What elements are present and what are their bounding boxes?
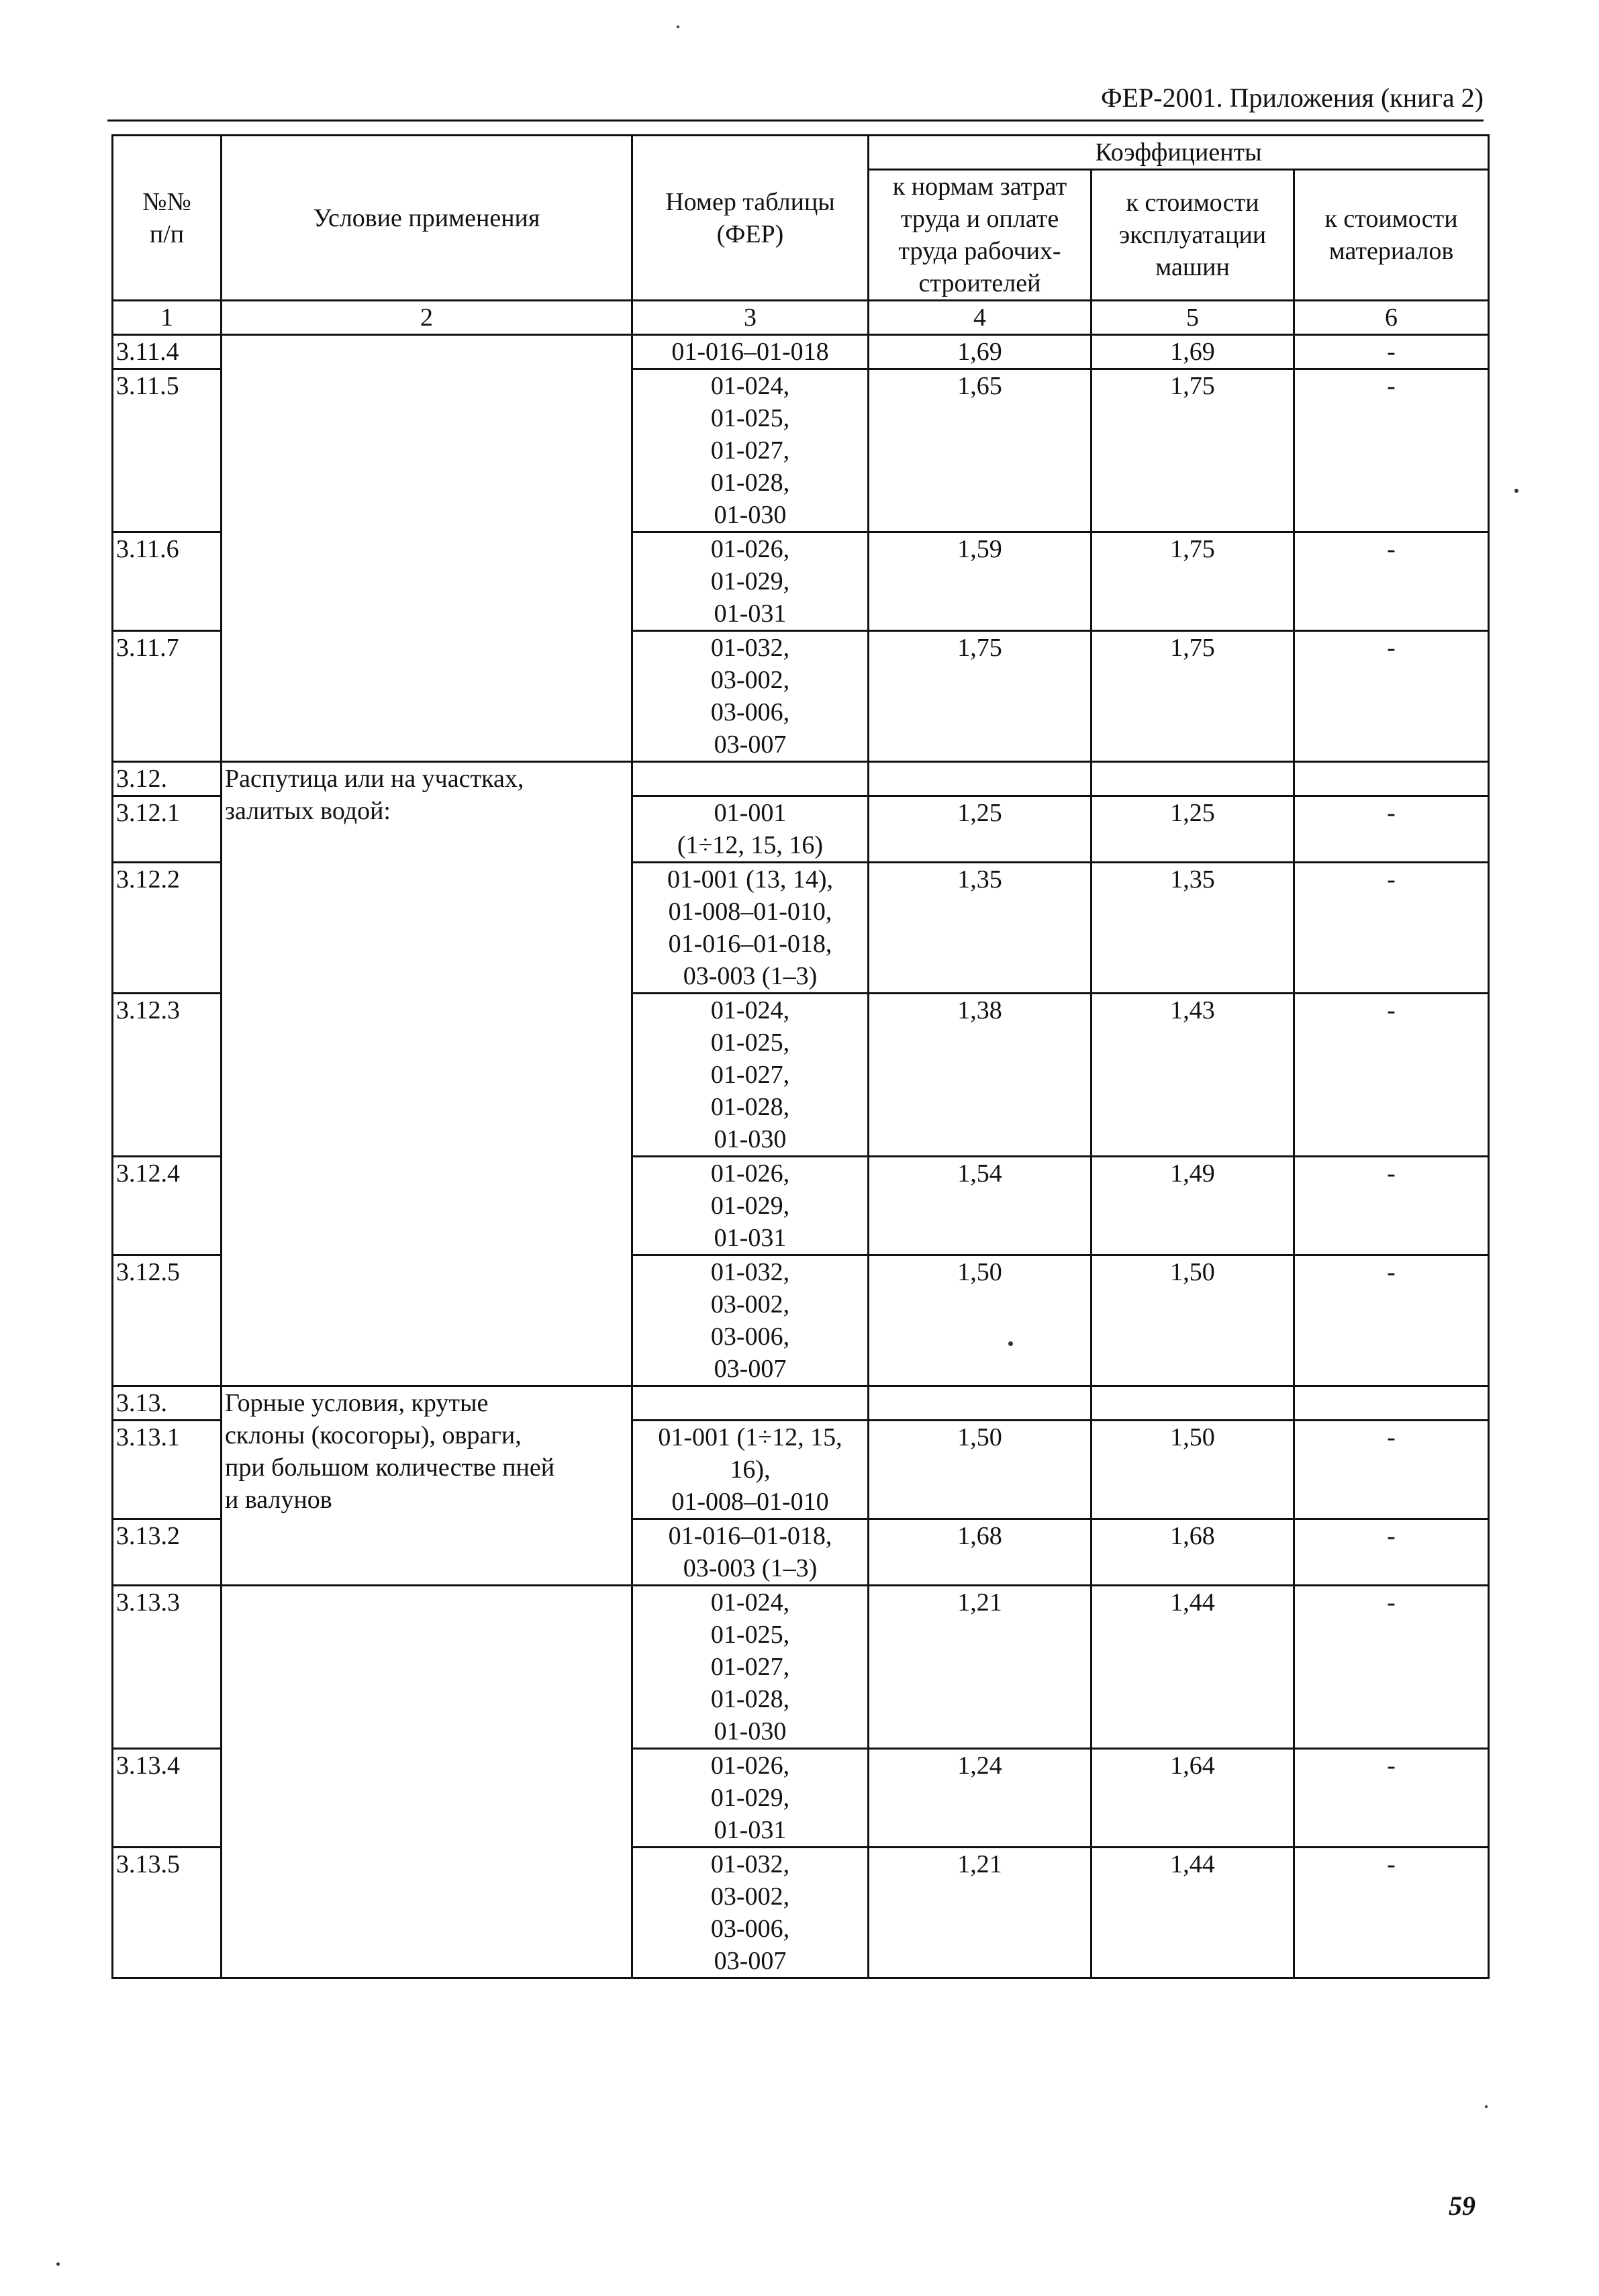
k-labor-value xyxy=(869,1421,1092,1519)
k-labor-value-text: 1,65 xyxy=(957,372,1002,400)
k-labor-value xyxy=(869,1255,1092,1386)
k-machines-value xyxy=(1092,1749,1294,1848)
k-machines-value xyxy=(1092,1519,1294,1586)
k-materials-cell xyxy=(1294,762,1489,796)
k-materials-cell xyxy=(1294,1386,1489,1421)
k-materials-value-text: - xyxy=(1387,1522,1396,1550)
table-number-cell xyxy=(632,1386,869,1421)
k-labor-value-text: 1,68 xyxy=(957,1522,1002,1550)
k-machines-value xyxy=(1092,863,1294,994)
table-body xyxy=(113,301,1489,1978)
row-number xyxy=(113,1255,222,1386)
group-condition-text: Горные условия, крутые склоны (косогоры), овраги, при большом количестве пней и валунов xyxy=(225,1389,555,1514)
header-k-machines: к стоимости эксплуатации машин xyxy=(1092,170,1294,301)
row-number xyxy=(113,532,222,631)
k-labor-value xyxy=(869,1519,1092,1586)
table-number-text: 01-001 (1÷12, 15, 16), 01-008–01-010 xyxy=(658,1423,842,1516)
k-materials-value xyxy=(1294,1749,1489,1848)
k-materials-value xyxy=(1294,796,1489,863)
k-materials-value xyxy=(1294,1519,1489,1586)
row-number xyxy=(113,1519,222,1586)
k-materials-value-text: - xyxy=(1387,865,1396,894)
k-labor-value xyxy=(869,1848,1092,1978)
k-labor-value xyxy=(869,796,1092,863)
header-condition: Условие применения xyxy=(222,136,632,301)
k-materials-value-text: - xyxy=(1387,1423,1396,1451)
row-number-text: 3.13.3 xyxy=(116,1588,180,1617)
k-materials-value-text: - xyxy=(1387,1159,1396,1188)
k-machines-value xyxy=(1092,796,1294,863)
group-number-text: 3.13. xyxy=(116,1389,167,1417)
row-number-text: 3.12.4 xyxy=(116,1159,180,1188)
k-machines-value xyxy=(1092,1586,1294,1749)
scan-speck xyxy=(1514,489,1518,493)
k-labor-cell xyxy=(869,762,1092,796)
scan-speck xyxy=(56,2262,60,2266)
row-number-text: 3.12.1 xyxy=(116,799,180,827)
k-labor-value-text: 1,54 xyxy=(957,1159,1002,1188)
row-number xyxy=(113,1749,222,1848)
k-labor-value-text: 1,69 xyxy=(957,338,1002,366)
column-number: 1 xyxy=(113,301,222,335)
row-number xyxy=(113,631,222,762)
group-condition-text: Распутица или на участках, залитых водой: xyxy=(225,765,524,825)
row-number xyxy=(113,1157,222,1255)
table-number-text: 01-001 (1÷12, 15, 16) xyxy=(677,799,824,859)
scan-speck xyxy=(1008,1341,1013,1346)
table-number-text: 01-032, 03-002, 03-006, 03-007 xyxy=(710,1258,790,1383)
k-materials-value xyxy=(1294,1157,1489,1255)
k-labor-value-text: 1,50 xyxy=(957,1423,1002,1451)
table-number-text: 01-026, 01-029, 01-031 xyxy=(710,1159,790,1252)
k-materials-value-text: - xyxy=(1387,338,1396,366)
k-labor-value xyxy=(869,631,1092,762)
k-labor-value-text: 1,38 xyxy=(957,996,1002,1024)
group-condition xyxy=(222,1586,632,1978)
k-machines-cell xyxy=(1092,1386,1294,1421)
group-condition xyxy=(222,1386,632,1586)
scan-speck xyxy=(1485,2105,1488,2108)
table-number-text: 01-026, 01-029, 01-031 xyxy=(710,535,790,628)
k-labor-value xyxy=(869,335,1092,369)
row-number-text: 3.11.7 xyxy=(116,634,179,662)
k-machines-value xyxy=(1092,1157,1294,1255)
k-materials-value-text: - xyxy=(1387,799,1396,827)
k-labor-value xyxy=(869,532,1092,631)
group-number-text: 3.12. xyxy=(116,765,167,793)
k-materials-value xyxy=(1294,369,1489,532)
page-number: 59 xyxy=(1449,2191,1475,2221)
row-number-text: 3.13.5 xyxy=(116,1850,180,1878)
row-number xyxy=(113,1586,222,1749)
k-materials-value-text: - xyxy=(1387,1850,1396,1878)
table-number xyxy=(632,796,869,863)
table-number-text: 01-032, 03-002, 03-006, 03-007 xyxy=(710,1850,790,1975)
k-machines-value xyxy=(1092,335,1294,369)
table-number xyxy=(632,335,869,369)
k-machines-value-text: 1,69 xyxy=(1170,338,1215,366)
table-number-text: 01-016–01-018 xyxy=(671,338,829,366)
table-number-text: 01-024, 01-025, 01-027, 01-028, 01-030 xyxy=(710,996,790,1153)
table-number-cell xyxy=(632,762,869,796)
row-number-text: 3.13.4 xyxy=(116,1752,180,1780)
column-number: 6 xyxy=(1294,301,1489,335)
k-labor-cell xyxy=(869,1386,1092,1421)
header-num: №№ п/п xyxy=(113,136,222,301)
row-number xyxy=(113,796,222,863)
k-machines-value-text: 1,64 xyxy=(1170,1752,1215,1780)
k-machines-value-text: 1,44 xyxy=(1170,1850,1215,1878)
page-header-text: ФЕР-2001. Приложения (книга 2) xyxy=(1101,83,1484,113)
k-materials-value-text: - xyxy=(1387,372,1396,400)
row-number-text: 3.11.4 xyxy=(116,338,179,366)
k-labor-value-text: 1,24 xyxy=(957,1752,1002,1780)
column-number: 2 xyxy=(222,301,632,335)
k-materials-value xyxy=(1294,532,1489,631)
k-labor-value-text: 1,25 xyxy=(957,799,1002,827)
k-machines-value-text: 1,75 xyxy=(1170,634,1215,662)
table-number-text: 01-016–01-018, 03-003 (1–3) xyxy=(668,1522,832,1582)
k-machines-value xyxy=(1092,631,1294,762)
k-materials-value xyxy=(1294,335,1489,369)
table-number xyxy=(632,1157,869,1255)
group-number xyxy=(113,1386,222,1421)
k-labor-value xyxy=(869,1586,1092,1749)
k-machines-value xyxy=(1092,994,1294,1157)
row-number-text: 3.12.3 xyxy=(116,996,180,1024)
k-labor-value-text: 1,21 xyxy=(957,1588,1002,1617)
k-machines-value-text: 1,50 xyxy=(1170,1258,1215,1286)
k-labor-value xyxy=(869,1749,1092,1848)
k-machines-value-text: 1,50 xyxy=(1170,1423,1215,1451)
table-number xyxy=(632,863,869,994)
table-number xyxy=(632,369,869,532)
k-materials-value xyxy=(1294,631,1489,762)
row-number xyxy=(113,335,222,369)
k-materials-value-text: - xyxy=(1387,1258,1396,1286)
k-materials-value xyxy=(1294,994,1489,1157)
table-number-text: 01-001 (13, 14), 01-008–01-010, 01-016–01-018, 03-003 (1–3) xyxy=(667,865,833,990)
k-machines-cell xyxy=(1092,762,1294,796)
k-machines-value-text: 1,44 xyxy=(1170,1588,1215,1617)
table-number xyxy=(632,1421,869,1519)
table-row xyxy=(113,1586,1489,1749)
table-number xyxy=(632,994,869,1157)
scan-speck xyxy=(677,26,679,28)
k-labor-value-text: 1,50 xyxy=(957,1258,1002,1286)
k-machines-value xyxy=(1092,1848,1294,1978)
column-number: 5 xyxy=(1092,301,1294,335)
row-number-text: 3.12.2 xyxy=(116,865,180,894)
table-number xyxy=(632,1586,869,1749)
k-materials-value xyxy=(1294,1421,1489,1519)
k-labor-value-text: 1,59 xyxy=(957,535,1002,563)
k-machines-value-text: 1,49 xyxy=(1170,1159,1215,1188)
table-number-text: 01-024, 01-025, 01-027, 01-028, 01-030 xyxy=(710,372,790,529)
column-number-row xyxy=(113,301,1489,335)
header-k-materials: к стоимости материалов xyxy=(1294,170,1489,301)
k-materials-value-text: - xyxy=(1387,535,1396,563)
header-table-number: Номер таблицы (ФЕР) xyxy=(632,136,869,301)
k-machines-value-text: 1,25 xyxy=(1170,799,1215,827)
k-labor-value xyxy=(869,1157,1092,1255)
header-k-labor: к нормам затрат труда и оплате труда рабочих- строителей xyxy=(869,170,1092,301)
column-number: 4 xyxy=(869,301,1092,335)
table-number-text: 01-024, 01-025, 01-027, 01-028, 01-030 xyxy=(710,1588,790,1745)
row-number xyxy=(113,369,222,532)
page-header xyxy=(107,79,1484,122)
k-labor-value xyxy=(869,369,1092,532)
row-number-text: 3.12.5 xyxy=(116,1258,180,1286)
k-machines-value-text: 1,35 xyxy=(1170,865,1215,894)
k-machines-value xyxy=(1092,369,1294,532)
k-materials-value-text: - xyxy=(1387,996,1396,1024)
k-materials-value xyxy=(1294,863,1489,994)
row-number-text: 3.11.6 xyxy=(116,535,179,563)
row-number xyxy=(113,863,222,994)
k-materials-value xyxy=(1294,1255,1489,1386)
table-number xyxy=(632,1749,869,1848)
row-number xyxy=(113,1421,222,1519)
table-number xyxy=(632,1255,869,1386)
table-number xyxy=(632,1848,869,1978)
k-labor-value xyxy=(869,863,1092,994)
group-condition xyxy=(222,762,632,1386)
header-coefficients: Коэффициенты xyxy=(869,136,1489,170)
table-row xyxy=(113,335,1489,369)
row-number-text: 3.11.5 xyxy=(116,372,179,400)
table-number xyxy=(632,1519,869,1586)
row-number-text: 3.13.1 xyxy=(116,1423,180,1451)
k-machines-value-text: 1,75 xyxy=(1170,372,1215,400)
k-materials-value xyxy=(1294,1586,1489,1749)
column-number: 3 xyxy=(632,301,869,335)
k-machines-value-text: 1,75 xyxy=(1170,535,1215,563)
coefficients-table xyxy=(111,134,1490,1979)
table-number-text: 01-026, 01-029, 01-031 xyxy=(710,1752,790,1844)
k-materials-value-text: - xyxy=(1387,1588,1396,1617)
k-materials-value-text: - xyxy=(1387,634,1396,662)
group-header-row xyxy=(113,1386,1489,1421)
k-machines-value-text: 1,43 xyxy=(1170,996,1215,1024)
group-header-row xyxy=(113,762,1489,796)
k-machines-value xyxy=(1092,532,1294,631)
k-machines-value xyxy=(1092,1421,1294,1519)
table-number-text: 01-032, 03-002, 03-006, 03-007 xyxy=(710,634,790,759)
table-number xyxy=(632,631,869,762)
k-labor-value-text: 1,35 xyxy=(957,865,1002,894)
k-materials-value xyxy=(1294,1848,1489,1978)
group-number xyxy=(113,762,222,796)
k-labor-value-text: 1,21 xyxy=(957,1850,1002,1878)
row-number-text: 3.13.2 xyxy=(116,1522,180,1550)
k-materials-value-text: - xyxy=(1387,1752,1396,1780)
row-number xyxy=(113,1848,222,1978)
k-machines-value xyxy=(1092,1255,1294,1386)
k-labor-value xyxy=(869,994,1092,1157)
k-labor-value-text: 1,75 xyxy=(957,634,1002,662)
group-condition xyxy=(222,335,632,762)
k-machines-value-text: 1,68 xyxy=(1170,1522,1215,1550)
table-number xyxy=(632,532,869,631)
row-number xyxy=(113,994,222,1157)
